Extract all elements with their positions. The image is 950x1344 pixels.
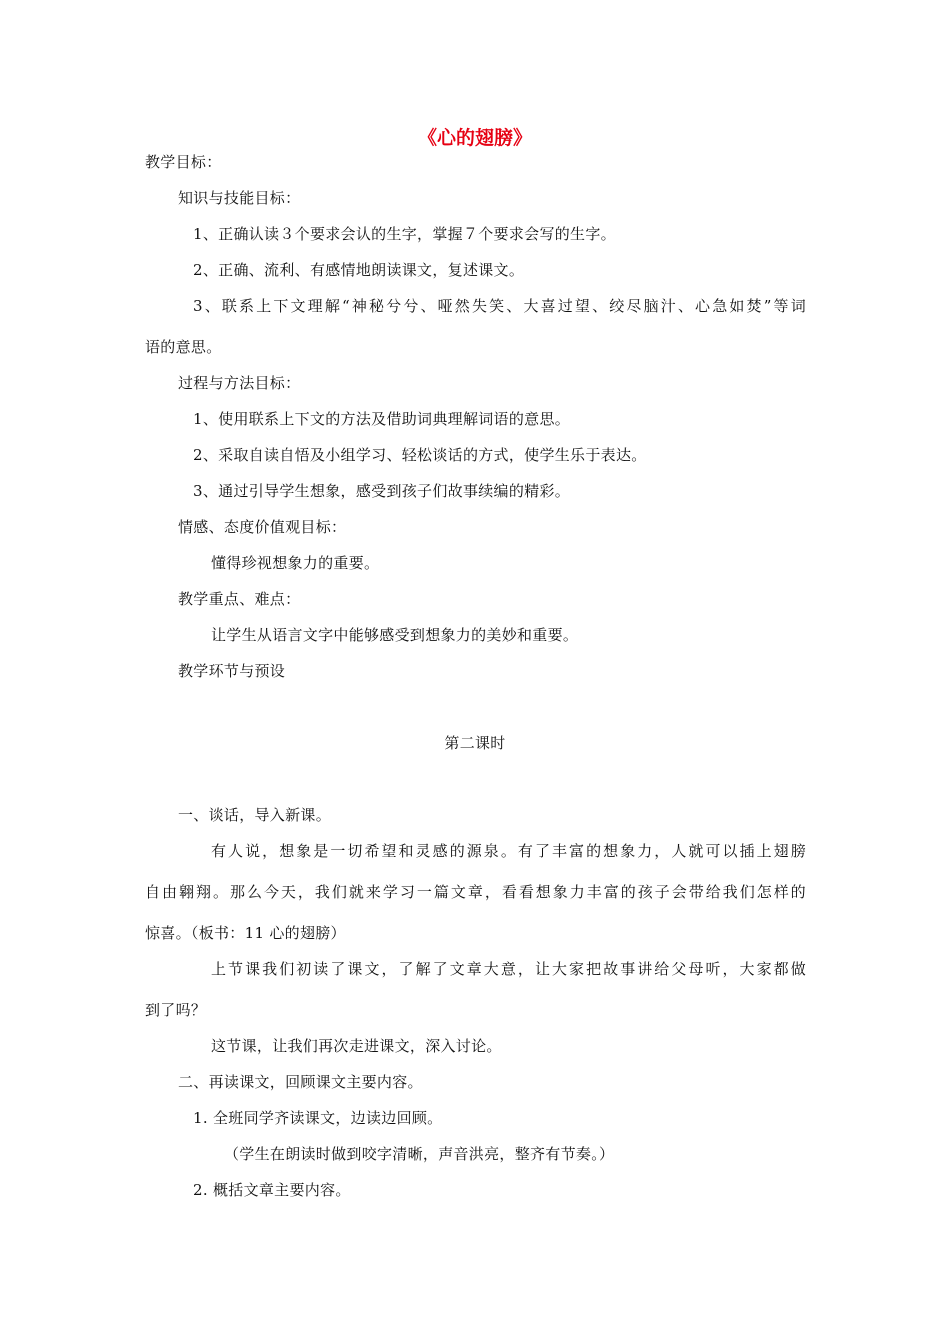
section2-item-1: 1. 全班同学齐读课文，边读边回顾。	[193, 1109, 443, 1127]
emotion-text: 懂得珍视想象力的重要。	[211, 554, 380, 572]
document-title: 《心的翅膀》	[417, 127, 532, 149]
section2-item-2: 2. 概括文章主要内容。	[193, 1181, 351, 1199]
lesson-heading: 第二课时	[444, 734, 506, 752]
knowledge-item-2: 2、正确、流利、有感情地朗读课文，复述课文。	[193, 261, 525, 279]
knowledge-heading: 知识与技能目标：	[178, 189, 301, 207]
section1-p1-line3: 惊喜。（板书：11 心的翅膀）	[145, 924, 346, 942]
section1-p3: 这节课，让我们再次走进课文，深入讨论。	[211, 1037, 502, 1055]
knowledge-item-3-cont: 语的意思。	[145, 338, 222, 356]
key-points-text: 让学生从语言文字中能够感受到想象力的美妙和重要。	[211, 626, 579, 644]
key-points-heading: 教学重点、难点：	[178, 590, 301, 608]
design-heading: 教学环节与预设	[178, 662, 286, 680]
knowledge-item-3: 3、联系上下文理解“神秘兮兮、哑然失笑、大喜过望、绞尽脑汁、心急如焚”等词	[193, 297, 806, 315]
process-heading: 过程与方法目标：	[178, 374, 301, 392]
objectives-heading: 教学目标：	[145, 153, 222, 171]
process-item-3: 3、通过引导学生想象，感受到孩子们故事续编的精彩。	[193, 482, 571, 500]
knowledge-item-1: 1、正确认读３个要求会认的生字，掌握７个要求会写的生字。	[193, 225, 616, 243]
process-item-2: 2、采取自读自悟及小组学习、轻松谈话的方式，使学生乐于表达。	[193, 446, 647, 464]
section1-p1-line2: 自由翱翔。那么今天，我们就来学习一篇文章，看看想象力丰富的孩子会带给我们怎样的	[145, 883, 806, 901]
section1-p1-line1: 有人说，想象是一切希望和灵感的源泉。有了丰富的想象力，人就可以插上翅膀	[211, 842, 806, 860]
section1-p2-line2: 到了吗？	[145, 1001, 207, 1019]
section1-p2-line1: 上节课我们初读了课文，了解了文章大意，让大家把故事讲给父母听，大家都做	[211, 960, 806, 978]
emotion-heading: 情感、态度价值观目标：	[178, 518, 347, 536]
process-item-1: 1、使用联系上下文的方法及借助词典理解词语的意思。	[193, 410, 571, 428]
section1-heading: 一、谈话，导入新课。	[178, 806, 332, 824]
section2-heading: 二、再读课文，回顾课文主要内容。	[178, 1073, 423, 1091]
section2-item-1-note: （学生在朗读时做到咬字清晰，声音洪亮，整齐有节奏。）	[224, 1145, 615, 1163]
